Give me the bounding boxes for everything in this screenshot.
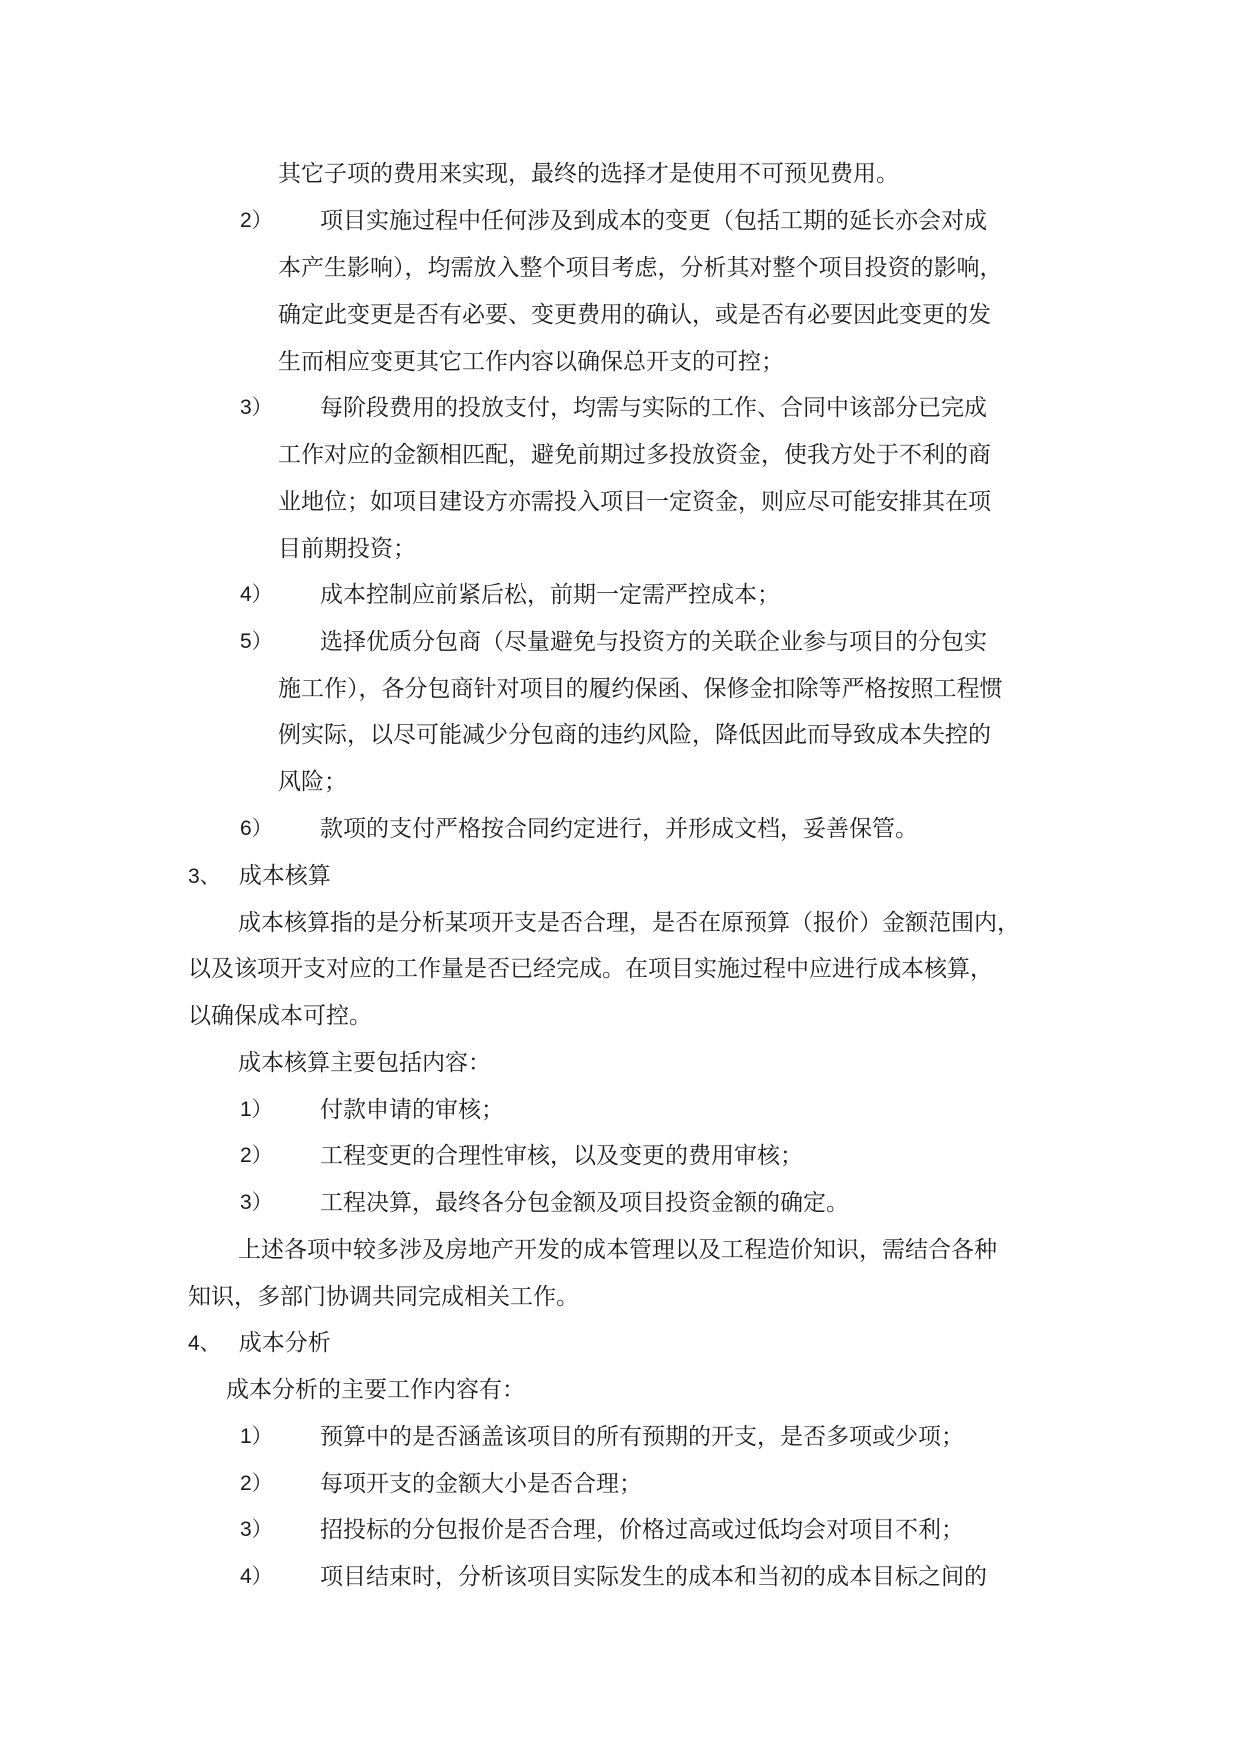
continuation-line: 其它子项的费用来实现，最终的选择才是使用不可预见费用。 — [278, 161, 899, 187]
list-item-text: 风险； — [278, 769, 347, 795]
list-number: 4） — [240, 583, 273, 606]
list-item-text: 本产生影响），均需放入整个项目考虑，分析其对整个项目投资的影响， — [278, 255, 1003, 281]
section-heading — [188, 1328, 331, 1359]
paragraph-line: 上述各项中较多涉及房地产开发的成本管理以及工程造价知识，需结合各种 — [238, 1237, 997, 1263]
section-number: 4、 — [188, 1332, 221, 1355]
list-item-text: 例实际，以尽可能减少分包商的违约风险，降低因此而导致成本失控的 — [278, 722, 991, 748]
list-item-text: 款项的支付严格按合同约定进行，并形成文档，妥善保管。 — [320, 816, 918, 842]
list-number: 2） — [240, 209, 273, 232]
list-item-text: 工程决算，最终各分包金额及项目投资金额的确定。 — [320, 1190, 849, 1216]
list-number: 3） — [240, 396, 273, 419]
section-title: 成本核算 — [238, 863, 331, 889]
list-item-text: 项目实施过程中任何涉及到成本的变更（包括工期的延长亦会对成 — [320, 208, 987, 234]
list-item-text: 预算中的是否涵盖该项目的所有预期的开支，是否多项或少项； — [320, 1424, 964, 1450]
paragraph-line: 以及该项开支对应的工作量是否已经完成。在项目实施过程中应进行成本核算， — [188, 956, 993, 982]
list-number: 4） — [240, 1565, 273, 1588]
list-item-text: 选择优质分包商（尽量避免与投资方的关联企业参与项目的分包实 — [320, 629, 987, 655]
paragraph-intro: 成本分析的主要工作内容有： — [226, 1377, 525, 1403]
list-number: 3） — [240, 1518, 273, 1541]
list-number: 1） — [240, 1425, 273, 1448]
list-number: 2） — [240, 1144, 273, 1167]
list-item-text: 业地位；如项目建设方亦需投入项目一定资金，则应尽可能安排其在项 — [278, 489, 991, 515]
list-number: 2） — [240, 1472, 273, 1495]
list-item-text: 项目结束时，分析该项目实际发生的成本和当初的成本目标之间的 — [320, 1564, 987, 1590]
list-number: 1） — [240, 1098, 273, 1121]
section-heading — [188, 861, 331, 892]
list-item-text: 付款申请的审核； — [320, 1097, 504, 1123]
section-title: 成本分析 — [238, 1330, 331, 1356]
list-item-text: 生而相应变更其它工作内容以确保总开支的可控； — [278, 349, 784, 375]
paragraph-line: 成本核算指的是分析某项开支是否合理，是否在原预算（报价）金额范围内， — [238, 910, 1020, 936]
list-item-text: 目前期投资； — [278, 536, 416, 562]
paragraph-line: 以确保成本可控。 — [188, 1003, 372, 1029]
list-item-text: 工作对应的金额相匹配，避免前期过多投放资金，使我方处于不利的商 — [278, 442, 991, 468]
paragraph-intro: 成本核算主要包括内容： — [238, 1050, 491, 1076]
list-number: 5） — [240, 630, 273, 653]
list-item-text: 工程变更的合理性审核，以及变更的费用审核； — [320, 1143, 803, 1169]
list-number: 6） — [240, 817, 273, 840]
list-item-text: 成本控制应前紧后松，前期一定需严控成本； — [320, 582, 780, 608]
paragraph-line: 知识，多部门协调共同完成相关工作。 — [188, 1284, 579, 1310]
list-item-text: 每阶段费用的投放支付，均需与实际的工作、合同中该部分已完成 — [320, 395, 987, 421]
section-number: 3、 — [188, 865, 221, 888]
list-number: 3） — [240, 1191, 273, 1214]
list-item-text: 施工作），各分包商针对项目的履约保函、保修金扣除等严格按照工程惯 — [278, 676, 1003, 702]
list-item-text: 招投标的分包报价是否合理，价格过高或过低均会对项目不利； — [320, 1517, 964, 1543]
list-item-text: 每项开支的金额大小是否合理； — [320, 1471, 642, 1497]
list-item-text: 确定此变更是否有必要、变更费用的确认，或是否有必要因此变更的发 — [278, 302, 991, 328]
